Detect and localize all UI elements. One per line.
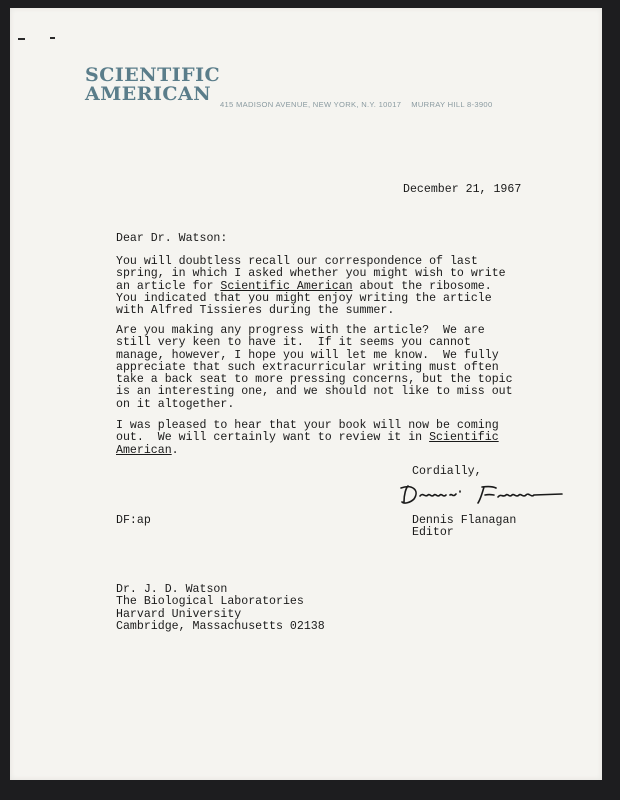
line-text: about the ribosome. <box>352 279 492 293</box>
recipient-name: Dr. J. D. Watson <box>116 583 228 596</box>
street-address: 415 MADISON AVENUE, NEW YORK, N.Y. 10017 <box>220 100 402 109</box>
paragraph-line: You will doubtless recall our correspondence of last <box>116 255 478 268</box>
signer-title: Editor <box>412 526 454 540</box>
magazine-title: Scientific American <box>220 279 353 293</box>
letterhead-address <box>220 100 492 109</box>
line-text: out. We will certainly want to review it in <box>116 431 430 445</box>
line-text: . <box>171 443 179 457</box>
paragraph-line <box>116 445 499 457</box>
paragraph-line: is an interesting one, and we should not like to miss out <box>116 385 513 399</box>
signer-name: Dennis Flanagan <box>412 514 517 527</box>
line-text: an article for <box>116 279 221 293</box>
handwritten-signature <box>398 482 564 508</box>
recipient-address <box>116 584 325 633</box>
phone-number: MURRAY HILL 8-3900 <box>411 100 493 109</box>
paragraph-line: appreciate that such extracurricular writing must often <box>116 360 499 374</box>
paragraph-1 <box>116 256 506 317</box>
paragraph-line: Are you making any progress with the article? We are <box>116 324 485 337</box>
recipient-dept: The Biological Laboratories <box>116 595 304 609</box>
paragraph-line: with Alfred Tissieres during the summer. <box>116 304 395 318</box>
paragraph-line: spring, in which I asked whether you might wish to write <box>116 267 506 281</box>
paragraph-line: still very keen to have it. If it seems you cannot <box>116 336 471 350</box>
letter-date: December 21, 1967 <box>403 183 522 196</box>
paragraph-2 <box>116 325 513 411</box>
logo-line-2: AMERICAN <box>85 83 212 105</box>
paragraph-line: I was pleased to hear that your book will now be coming <box>116 419 499 432</box>
paragraph-line: on it altogether. <box>116 397 235 411</box>
paragraph-line: take a back seat to more pressing concerns, but the topic <box>116 373 513 387</box>
typist-initials: DF:ap <box>116 514 151 527</box>
logo-line-1: SCIENTIFIC <box>85 64 221 86</box>
signature-block <box>412 515 516 540</box>
recipient-org: Harvard University <box>116 607 242 621</box>
closing: Cordially, <box>412 465 482 478</box>
paragraph-3 <box>116 420 499 457</box>
paragraph-line: manage, however, I hope you will let me know. We fully <box>116 348 499 362</box>
letterhead-logo <box>85 66 220 104</box>
edge-mark <box>18 38 25 40</box>
magazine-title: American <box>116 443 172 457</box>
recipient-city: Cambridge, Massachusetts 02138 <box>116 619 325 633</box>
edge-mark <box>50 37 55 39</box>
magazine-title: Scientific <box>429 431 499 445</box>
paragraph-line: You indicated that you might enjoy writing the article <box>116 291 492 305</box>
salutation: Dear Dr. Watson: <box>116 232 228 245</box>
